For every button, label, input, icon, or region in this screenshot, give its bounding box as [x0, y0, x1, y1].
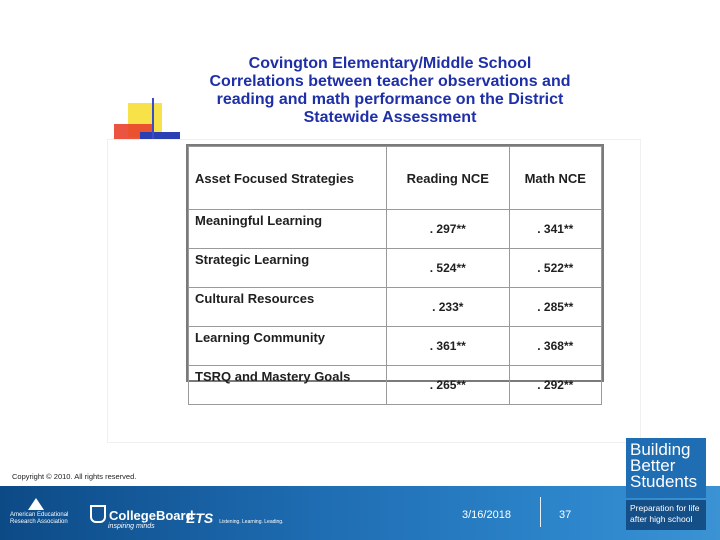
- row-label: Meaningful Learning: [189, 210, 387, 249]
- table-row: [189, 366, 602, 405]
- math-value: . 341**: [509, 210, 601, 249]
- reading-value: . 265**: [387, 366, 510, 405]
- ets-logo-text: ETS: [186, 510, 214, 526]
- table-row: [189, 249, 602, 288]
- aera-logo-text: American Educational Research Association: [10, 512, 69, 525]
- copyright-notice: Copyright © 2010. All rights reserved.: [12, 472, 137, 481]
- ets-logo: [186, 510, 283, 526]
- bbs-line-2: Better: [630, 456, 676, 475]
- header-reading: Reading NCE: [387, 147, 510, 210]
- collegeboard-logo: [90, 505, 194, 530]
- correlation-table: [186, 144, 604, 392]
- table-row: [189, 327, 602, 366]
- slide-page-number: 37: [559, 509, 572, 521]
- slide-title: [180, 55, 600, 127]
- bbs-line-1: Building: [630, 440, 691, 459]
- math-value: . 285**: [509, 288, 601, 327]
- math-value: . 368**: [509, 327, 601, 366]
- aera-logo: [10, 498, 72, 526]
- reading-value: . 524**: [387, 249, 510, 288]
- reading-value: . 361**: [387, 327, 510, 366]
- ets-tagline: Listening. Learning. Leading.: [219, 519, 284, 525]
- title-line-2: Correlations between teacher observations and: [209, 73, 571, 90]
- bbs-sub-line-1: Preparation for life: [630, 503, 700, 513]
- bbs-line-3: Students: [630, 472, 698, 491]
- row-label: Learning Community: [189, 327, 387, 366]
- bbs-sub-line-2: after high school: [630, 514, 693, 524]
- math-value: . 292**: [509, 366, 601, 405]
- bbs-tagline: [626, 500, 706, 530]
- reading-value: . 297**: [387, 210, 510, 249]
- table-row: [189, 288, 602, 327]
- table-header-row: [189, 147, 602, 210]
- row-label: Cultural Resources: [189, 288, 387, 327]
- footer-divider: [540, 497, 541, 527]
- header-math: Math NCE: [509, 147, 601, 210]
- aera-triangle-icon: [28, 498, 44, 510]
- title-line-4: Statewide Assessment: [303, 109, 477, 126]
- collegeboard-shield-icon: [90, 505, 106, 523]
- row-label: TSRQ and Mastery Goals: [189, 366, 387, 405]
- math-value: . 522**: [509, 249, 601, 288]
- slide-date: 3/16/2018: [462, 509, 511, 521]
- title-line-3: reading and math performance on the District: [216, 91, 564, 108]
- header-strategies: Asset Focused Strategies: [189, 147, 387, 210]
- building-better-students-logo: [626, 438, 706, 498]
- reading-value: . 233*: [387, 288, 510, 327]
- title-line-1: Covington Elementary/Middle School: [248, 55, 532, 72]
- table-row: [189, 210, 602, 249]
- collegeboard-logo-text: CollegeBoard: [109, 508, 194, 523]
- row-label: Strategic Learning: [189, 249, 387, 288]
- collegeboard-tagline: inspiring minds: [108, 523, 155, 530]
